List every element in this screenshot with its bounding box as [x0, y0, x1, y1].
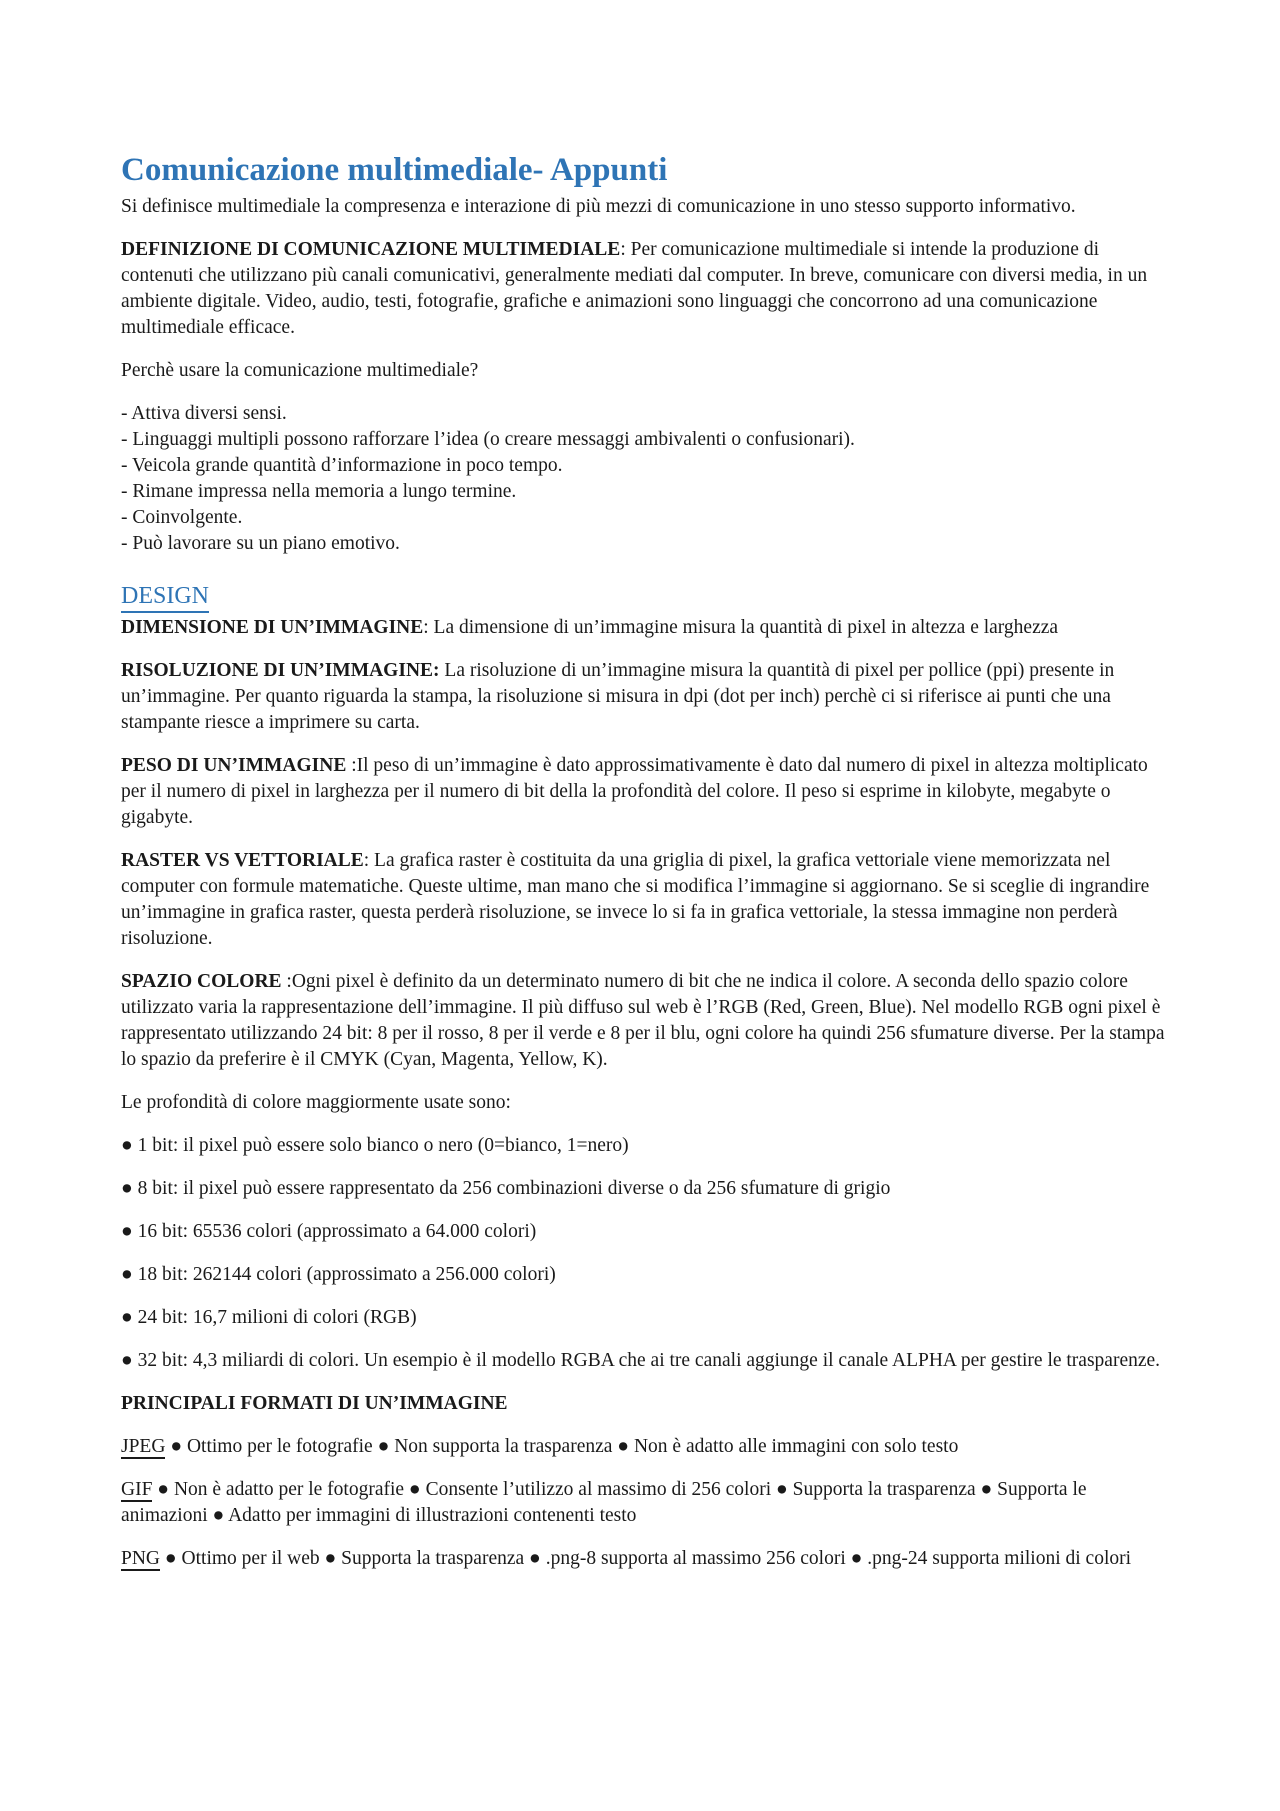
format-text-gif: ● Non è adatto per le fotografie ● Consente l’utilizzo al massimo di 256 colori ● Supporta la trasparenza ● Supporta le animazioni ● Adatto per immagini di illustrazioni contenenti testo: [121, 1479, 1087, 1526]
list-item: - Linguaggi multipli possono rafforzare l’idea (o creare messaggi ambivalenti o confusionari).: [121, 429, 855, 450]
weight-text: :Il peso di un’immagine è dato approssimativamente è dato dal numero di pixel in altezza moltiplicato per il numero di pixel in larghezza per il numero di bit della la profondità del colore. Il peso si esprime in kilobyte, megabyte o gigabyte.: [121, 755, 1148, 828]
definition-text: : Per comunicazione multimediale si intende la produzione di contenuti che utilizzano più canali comunicativi, generalmente mediati dal computer. In breve, comunicare con diversi media, in un ambiente digitale. Video, audio, testi, fotografie, grafiche e animazioni sono linguaggi che concorrono ad una comunicazione multimediale efficace.: [121, 239, 1148, 338]
dimension-label: DIMENSIONE DI UN’IMMAGINE: [121, 617, 424, 638]
why-question: Perchè usare la comunicazione multimediale?: [121, 360, 479, 381]
document-page: [121, 150, 1171, 1589]
raster-label: RASTER VS VETTORIALE: [121, 850, 364, 871]
colorspace-text: :Ogni pixel è definito da un determinato numero di bit che ne indica il colore. A seconda dello spazio colore utilizzato varia la rappresentazione dell’immagine. Il più diffuso sul web è l’RGB (Red, Green, Blue). Nel modello RGB ogni pixel è rappresentato utilizzando 24 bit: 8 per il rosso, 8 per il verde e 8 per il blu, ogni colore ha quindi 256 sfumature diverse. Per la stampa lo spazio da preferire è il CMYK (Cyan, Magenta, Yellow, K).: [121, 971, 1165, 1070]
depth-item: ● 8 bit: il pixel può essere rappresentato da 256 combinazioni diverse o da 256 sfumature di grigio: [121, 1178, 891, 1199]
format-name-gif: GIF: [121, 1479, 153, 1500]
intro-paragraph: Si definisce multimediale la compresenza e interazione di più mezzi di comunicazione in uno stesso supporto informativo.: [121, 196, 1076, 217]
list-item: - Attiva diversi sensi.: [121, 403, 287, 424]
format-jpeg: [121, 1434, 1171, 1460]
design-heading: DESIGN: [121, 581, 209, 613]
depth-item: ● 18 bit: 262144 colori (approssimato a 256.000 colori): [121, 1264, 556, 1285]
depth-intro: Le profondità di colore maggiormente usate sono:: [121, 1092, 511, 1113]
format-text-png: ● Ottimo per il web ● Supporta la trasparenza ● .png-8 supporta al massimo 256 colori ● .png-24 supporta milioni di colori: [160, 1548, 1132, 1569]
format-gif: [121, 1477, 1171, 1529]
resolution-text: La risoluzione di un’immagine misura la quantità di pixel per pollice (ppi) presente in un’immagine. Per quanto riguarda la stampa, la risoluzione si misura in dpi (dot per inch) perchè ci si riferisce ai punti che una stampante riesce a imprimere su carta.: [121, 660, 1115, 733]
design-heading-wrap: [121, 574, 1171, 613]
colorspace-paragraph: [121, 969, 1171, 1073]
dimension-paragraph: [121, 615, 1171, 641]
weight-label: PESO DI UN’IMMAGINE: [121, 755, 347, 776]
format-png: [121, 1546, 1171, 1572]
colorspace-label: SPAZIO COLORE: [121, 971, 282, 992]
resolution-paragraph: [121, 658, 1171, 736]
list-item: - Coinvolgente.: [121, 507, 243, 528]
weight-paragraph: [121, 753, 1171, 831]
depth-item: ● 1 bit: il pixel può essere solo bianco o nero (0=bianco, 1=nero): [121, 1135, 629, 1156]
list-item: - Veicola grande quantità d’informazione in poco tempo.: [121, 455, 563, 476]
format-name-jpeg: JPEG: [121, 1436, 166, 1457]
list-item: - Può lavorare su un piano emotivo.: [121, 533, 400, 554]
formats-heading-label: PRINCIPALI FORMATI DI UN’IMMAGINE: [121, 1393, 508, 1414]
depth-item: ● 16 bit: 65536 colori (approssimato a 64.000 colori): [121, 1221, 537, 1242]
format-name-png: PNG: [121, 1548, 161, 1569]
depth-item: ● 24 bit: 16,7 milioni di colori (RGB): [121, 1307, 417, 1328]
list-item: - Rimane impressa nella memoria a lungo termine.: [121, 481, 517, 502]
raster-text: : La grafica raster è costituita da una griglia di pixel, la grafica vettoriale viene memorizzata nel computer con formule matematiche. Queste ultime, man mano che si modifica l’immagine si aggiornano. Se si sceglie di ingrandire un’immagine in grafica raster, questa perderà risoluzione, se invece lo si fa in grafica vettoriale, la stessa immagine non perderà risoluzione.: [121, 850, 1150, 949]
raster-paragraph: [121, 848, 1171, 952]
dimension-text: : La dimensione di un’immagine misura la quantità di pixel in altezza e larghezza: [423, 617, 1059, 638]
format-text-jpeg: ● Ottimo per le fotografie ● Non supporta la trasparenza ● Non è adatto alle immagini con solo testo: [165, 1436, 959, 1457]
formats-heading: [121, 1391, 1171, 1417]
resolution-label: RISOLUZIONE DI UN’IMMAGINE:: [121, 660, 440, 681]
definition-label: DEFINIZIONE DI COMUNICAZIONE MULTIMEDIALE: [121, 239, 621, 260]
definition-paragraph: [121, 237, 1171, 341]
why-list: [121, 401, 1171, 557]
page-title: Comunicazione multimediale- Appunti: [121, 152, 668, 188]
depth-item: ● 32 bit: 4,3 miliardi di colori. Un esempio è il modello RGBA che ai tre canali aggiunge il canale ALPHA per gestire le trasparenze.: [121, 1350, 1161, 1371]
